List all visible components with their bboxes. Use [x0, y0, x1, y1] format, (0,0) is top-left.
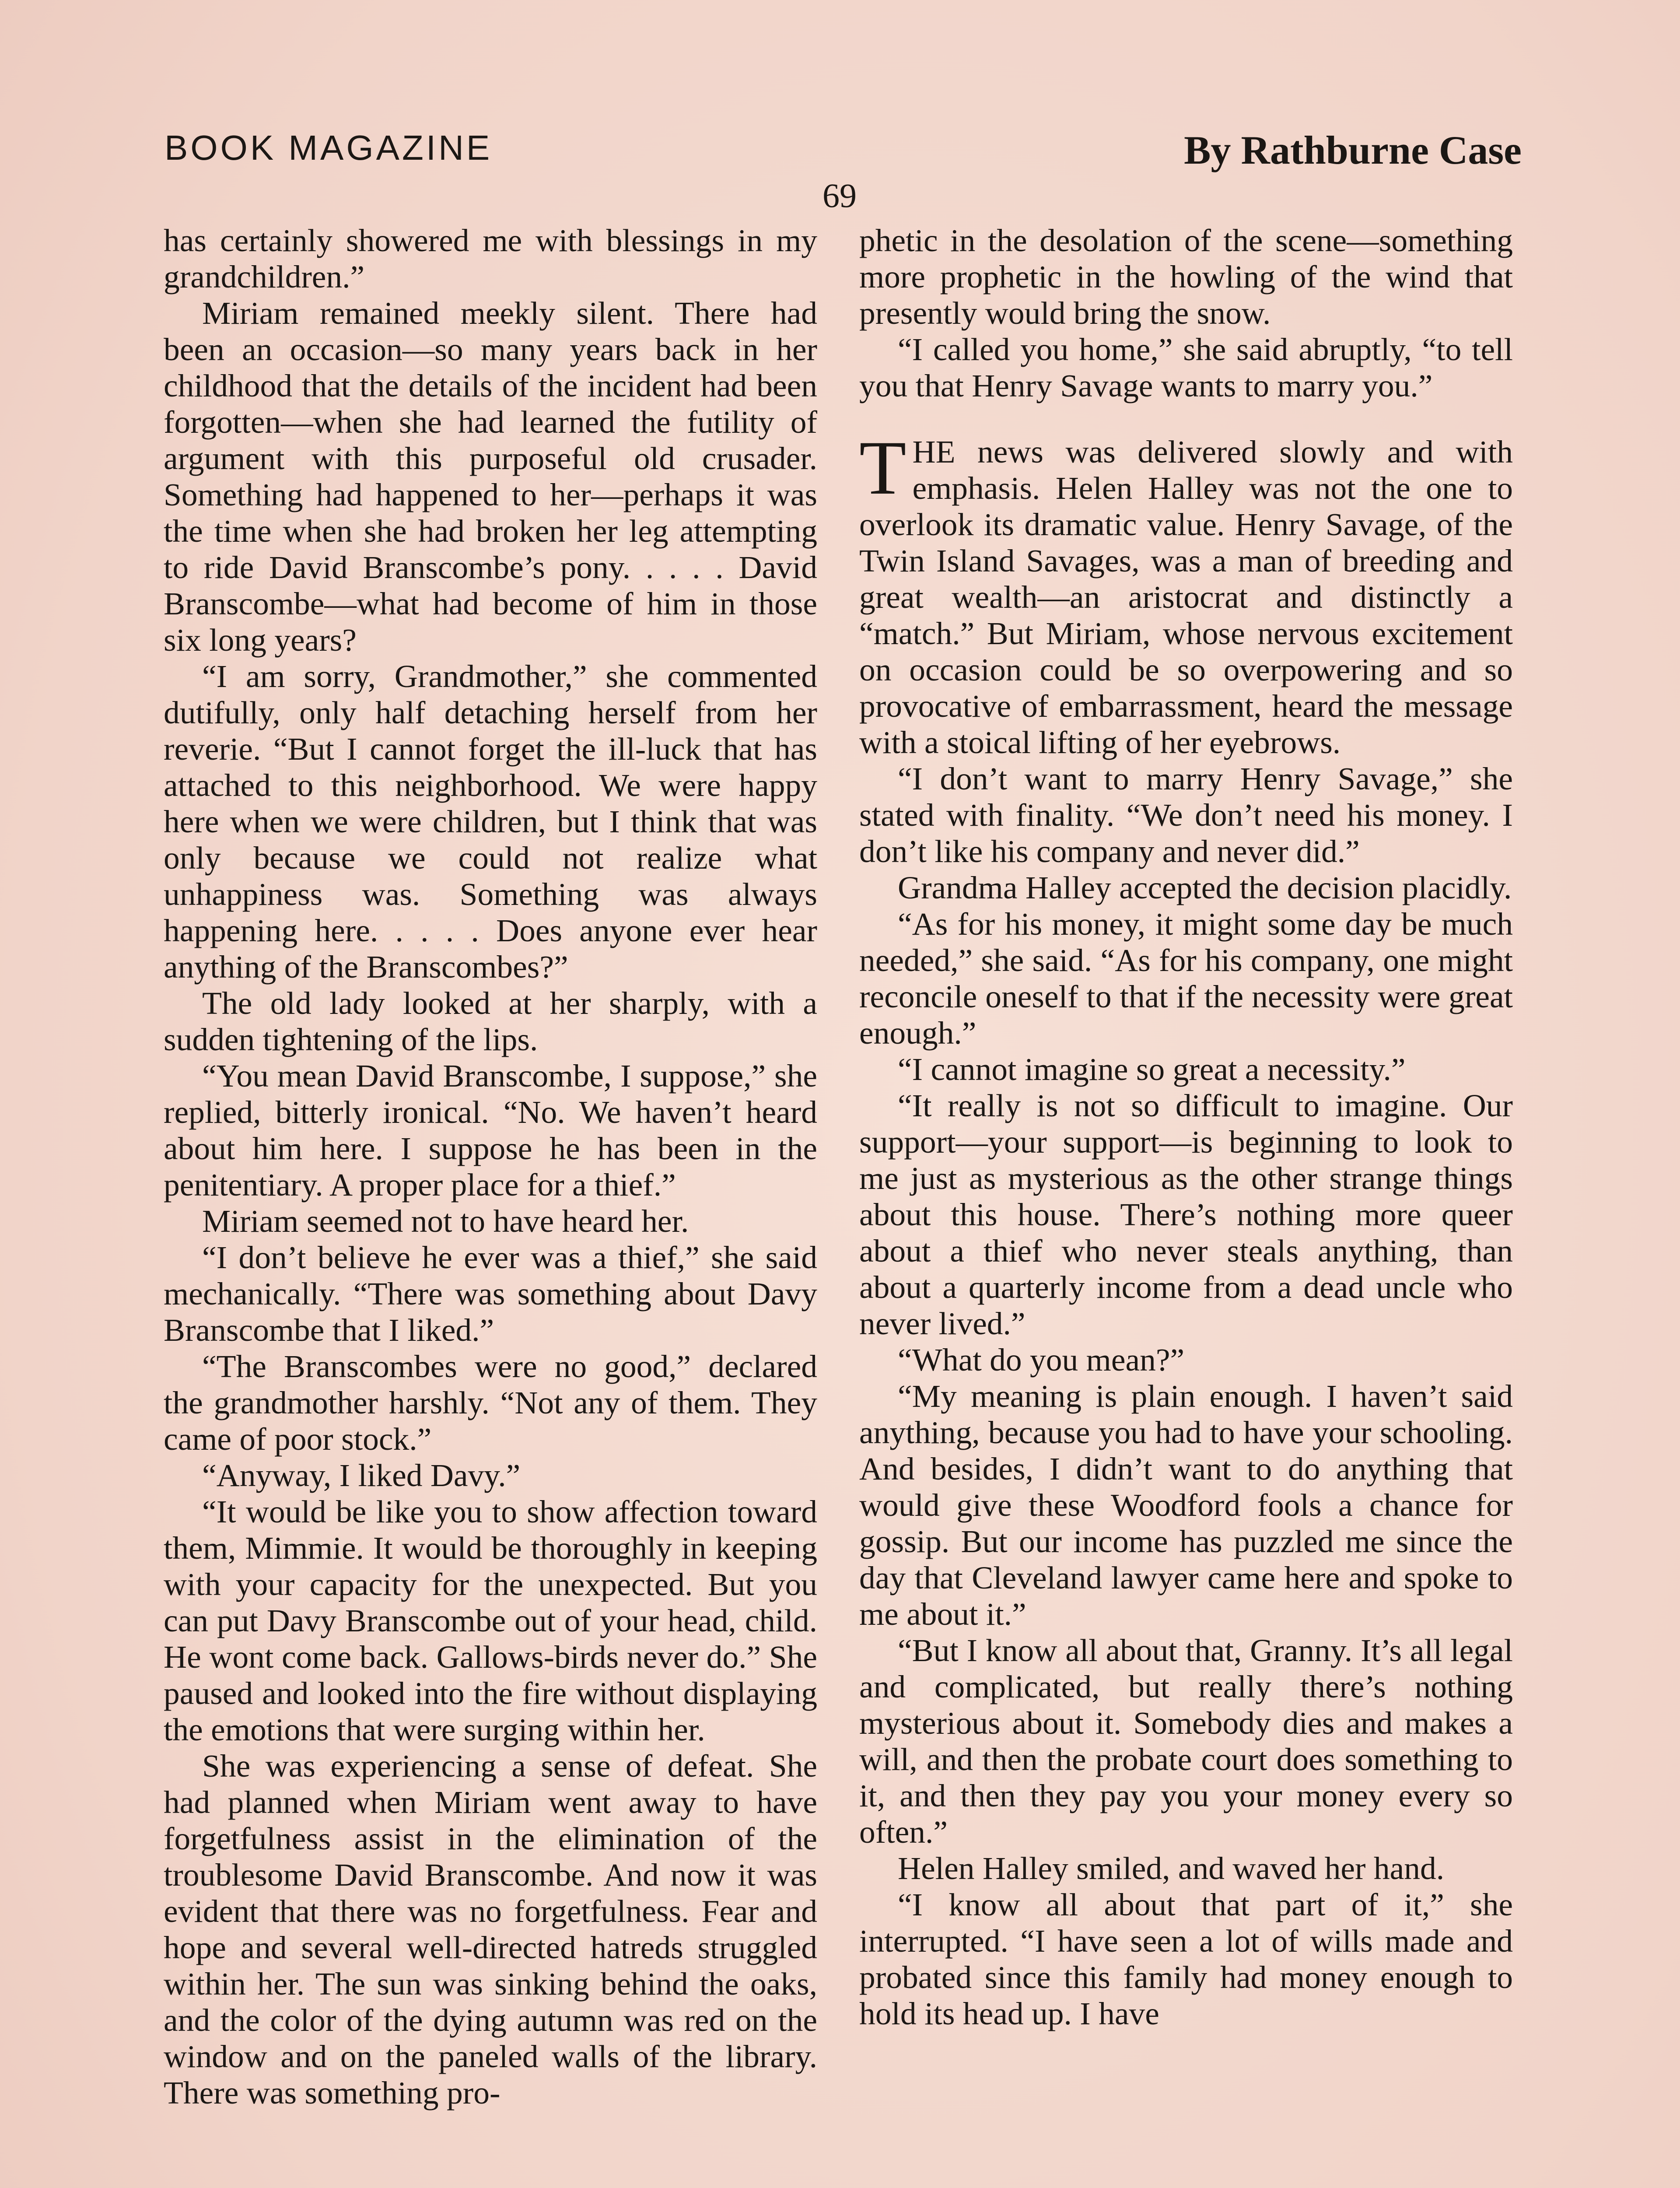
- drop-cap: T: [859, 425, 906, 511]
- paragraph: “I am sorry, Grandmother,” she commented dutifully, only half detaching herself from her reverie. “But I cannot forget the ill-luck that has attached to this neighborhood. We were happy here when we were children, but I think that was only because we could not realize what unhappiness was. Something was always happening here. . . . . Does anyone ever hear anything of the Branscombes?”: [164, 659, 817, 985]
- paragraph: “I don’t believe he ever was a thief,” she said mechanically. “There was something about Davy Branscombe that I liked.”: [164, 1240, 817, 1348]
- paragraph: phetic in the desolation of the scene—something more prophetic in the howling of the wind that presently would bring the snow.: [859, 223, 1513, 331]
- section-start-paragraph: [859, 425, 1513, 761]
- paragraph: has certainly showered me with blessings in my grandchildren.”: [164, 223, 817, 295]
- paragraph: She was experiencing a sense of defeat. She had planned when Miriam went away to have forgetfulness assist in the elimination of the troublesome David Branscombe. And now it was evident that there was no forgetfulness. Fear and hope and several well-directed hatreds struggled within her. The sun was sinking behind the oaks, and the color of the dying autumn was red on the window and on the paneled walls of the library. There was something pro-: [164, 1748, 817, 2111]
- paragraph: “Anyway, I liked Davy.”: [202, 1458, 521, 1493]
- paragraph: Helen Halley smiled, and waved her hand.: [898, 1851, 1445, 1886]
- left-text-column: [164, 222, 817, 2111]
- paragraph: “What do you mean?”: [898, 1342, 1185, 1378]
- paragraph: “It really is not so difficult to imagine. Our support—your support—is beginning to look to me just as mysterious as the other strange things about this house. There’s nothing more queer about a thief who never steals anything, than about a quarterly income from a dead uncle who never lived.”: [859, 1088, 1513, 1341]
- paragraph: “I don’t want to marry Henry Savage,” she stated with finality. “We don’t need his money. I don’t like his company and never did.”: [859, 761, 1513, 869]
- paragraph: The old lady looked at her sharply, with a sudden tightening of the lips.: [164, 985, 817, 1057]
- page-number: 69: [822, 176, 857, 214]
- paragraph: “I called you home,” she said abruptly, “to tell you that Henry Savage wants to marry you.”: [859, 332, 1513, 403]
- paragraph: Miriam seemed not to have heard her.: [202, 1203, 689, 1239]
- paragraph: “But I know all about that, Granny. It’s all legal and complicated, but really there’s nothing mysterious about it. Somebody dies and makes a will, and then the probate court does something to it, and then they pay you your money every so often.”: [859, 1633, 1513, 1850]
- paragraph: “The Branscombes were no good,” declared the grandmother harshly. “Not any of them. They came of poor stock.”: [164, 1349, 817, 1457]
- paragraph: “It would be like you to show affection toward them, Mimmie. It would be thoroughly in keeping with your capacity for the unexpected. But you can put Davy Branscombe out of your head, child. He wont come back. Gallows-birds never do.” She paused and looked into the fire without displaying the emotions that were surging within her.: [164, 1494, 817, 1747]
- paragraph: “I know all about that part of it,” she interrupted. “I have seen a lot of wills made and probated since this family had money enough to hold its head up. I have: [859, 1887, 1513, 2031]
- paragraph: Miriam remained meekly silent. There had been an occasion—so many years back in her childhood that the details of the incident had been forgotten—when she had learned the futility of argument with this purposeful old crusader. Something had happened to her—perhaps it was the time when she had broken her leg attempting to ride David Branscombe’s pony. . . . . David Branscombe—what had become of him in those six long years?: [164, 295, 817, 658]
- paragraph: “You mean David Branscombe, I suppose,” she replied, bitterly ironical. “No. We haven’t heard about him here. I suppose he has been in the penitentiary. A proper place for a thief.”: [164, 1058, 817, 1203]
- paragraph: Grandma Halley accepted the decision placidly.: [898, 870, 1512, 905]
- paragraph: “My meaning is plain enough. I haven’t said anything, because you had to have your schooling. And besides, I didn’t want to do anything that would give these Woodford fools a chance for gossip. But our income has puzzled me since the day that Cleveland lawyer came here and spoke to me about it.”: [859, 1378, 1513, 1632]
- right-text-column: [859, 222, 1513, 2032]
- section-start-text: HE news was delivered slowly and with emphasis. Helen Halley was not the one to overlook its dramatic value. Henry Savage, of the Twin Island Savages, was a man of breeding and great wealth—an aristocrat and distinctly a “match.” But Miriam, whose nervous excitement on occasion could be so overpowering and so provocative of embarrassment, heard the message with a stoical lifting of her eyebrows.: [859, 434, 1513, 760]
- running-header-magazine-title: BOOK MAGAZINE: [164, 128, 493, 167]
- running-header-author: By Rathburne Case: [1184, 128, 1522, 172]
- paragraph: “I cannot imagine so great a necessity.”: [898, 1052, 1406, 1087]
- paragraph: “As for his money, it might some day be much needed,” she said. “As for his company, one might reconcile oneself to that if the necessity were great enough.”: [859, 906, 1513, 1051]
